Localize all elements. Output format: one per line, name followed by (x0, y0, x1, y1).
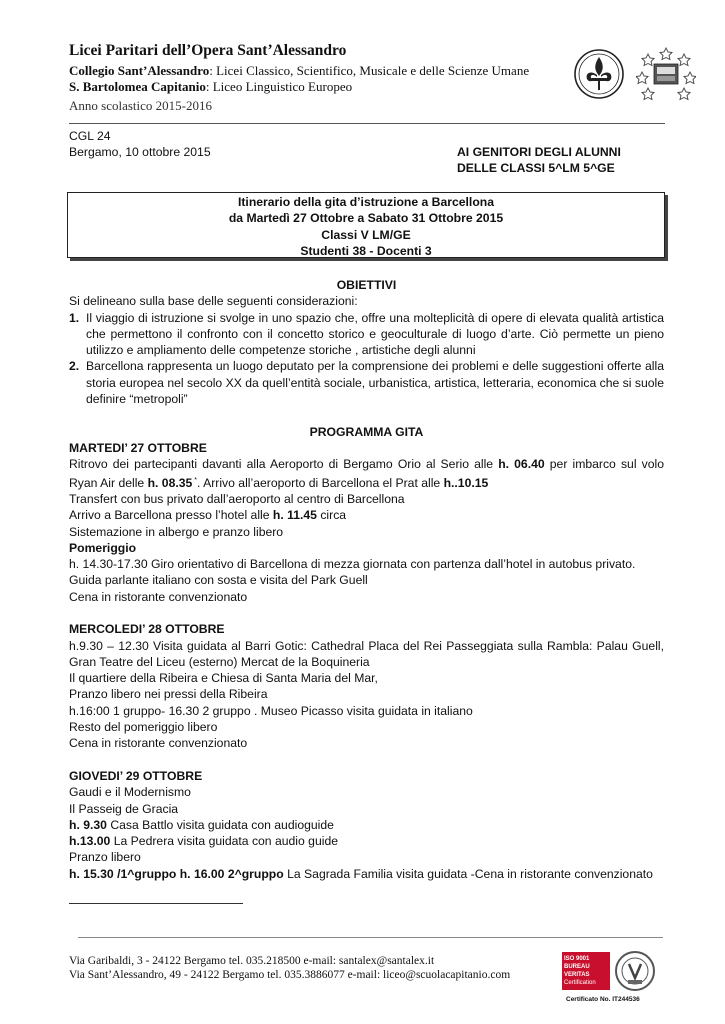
bureau-veritas-label (562, 952, 610, 990)
day-2-title: MERCOLEDI’ 28 OTTOBRE (69, 622, 225, 637)
time-bold: h. 06.40 (498, 457, 545, 472)
day-1-line-meeting (69, 456, 664, 491)
text-segment: per imbarco sul volo Ryan Air delle (69, 457, 664, 490)
footer-address-garibaldi: Via Garibaldi, 3 - 24122 Bergamo tel. 035.218500 e-mail: santalex@santalex.it (69, 955, 435, 967)
day-2-line-lunch: Pranzo libero nei pressi della Ribeira (69, 687, 268, 702)
time-bold: h. 15.30 /1^gruppo h. 16.00 2^gruppo (69, 866, 284, 881)
objective-text: Barcellona rappresenta un luogo deputato per la comprensione dei problemi e delle suggestioni offerte alla storia europea nel secolo XX da quell’entità sociale, urbanistica, artistica, letteraria, economica che si suole definire “metropoli” (86, 359, 664, 407)
footnote-marker: * (194, 476, 197, 484)
footer-address-santalessandro: Via Sant’Alessandro, 49 - 24122 Bergamo tel. 035.3886077 e-mail: liceo@scuolacapitanio.com (69, 969, 511, 981)
footer-divider (78, 937, 663, 938)
footnote-separator (69, 903, 243, 904)
objective-text: Il viaggio di istruzione si svolge in uno spazio che, offre una molteplicità di opere di elevata qualità artistica che permettono il confronto con il concetto storico e geoculturale di luogo d’arte. Ciò permette un pieno utilizzo e ampliamento delle competenze storiche , artistiche degli alunni (86, 310, 664, 358)
text-segment: La Pedrera visita guidata con audio guide (110, 834, 339, 849)
day-3-line-sagrada (69, 866, 664, 882)
objectives-intro: Si delineano sulla base delle seguenti considerazioni: (69, 294, 358, 309)
day-3-line-battlo (69, 817, 664, 833)
day-3-title: GIOVEDI’ 29 OTTOBRE (69, 768, 203, 783)
document-body (69, 277, 664, 882)
time-bold: h..10.15 (443, 475, 489, 490)
objective-item (69, 358, 664, 407)
programme-heading: PROGRAMMA GITA (309, 424, 424, 439)
document-code: CGL 24 (69, 129, 111, 143)
header-line-collegio-bold: Collegio Sant’Alessandro (69, 63, 210, 78)
text-segment: Arrivo a Barcellona presso l’hotel alle (69, 508, 273, 523)
school-year: Anno scolastico 2015-2016 (69, 98, 212, 113)
header-line-collegio (69, 63, 529, 79)
cert-sub: Certification (564, 980, 596, 986)
school-title: Licei Paritari dell’Opera Sant’Alessandro (69, 42, 347, 59)
day-1-line-arrival (69, 507, 664, 523)
day-1-line-transfer: Transfert con bus privato dall’aeroporto al centro di Barcellona (69, 491, 405, 506)
day-1-line-tour: h. 14.30-17.30 Giro orientativo di Barcellona di mezza giornata con partenza dall’hotel in autobus privato. (69, 557, 636, 572)
place-date: Bergamo, 10 ottobre 2015 (69, 145, 211, 159)
certification-badge (562, 950, 662, 1022)
itinerary-participants: Studenti 38 - Docenti 3 (300, 243, 432, 258)
cert-name: BUREAU VERITAS (564, 964, 590, 978)
objective-number: 2. (69, 359, 80, 374)
day-3-line-gaudi: Gaudi e il Modernismo (69, 785, 191, 800)
time-bold: h. 9.30 (69, 817, 107, 832)
day-3-line-passeig: Il Passeig de Gracia (69, 801, 179, 816)
time-bold: h.13.00 (69, 834, 111, 849)
fleur-de-lis-logo-icon (573, 48, 625, 100)
capitanio-stars-logo-icon (636, 44, 696, 104)
header-line-capitanio (69, 79, 352, 95)
text-segment: Casa Battlo visita guidata con audioguide (106, 817, 334, 832)
day-2-line-free: Resto del pomeriggio libero (69, 720, 218, 735)
itinerary-title: Itinerario della gita d’istruzione a Barcellona (237, 195, 494, 209)
cert-iso: ISO 9001 (564, 956, 590, 962)
itinerary-dates: da Martedì 27 Ottobre a Sabato 31 Ottobre 2015 (228, 211, 504, 226)
recipient-line-2: DELLE CLASSI 5^LM 5^GE (457, 161, 615, 175)
day-2-line-dinner: Cena in ristorante convenzionato (69, 736, 248, 751)
day-1-line-hotel: Sistemazione in albergo e pranzo libero (69, 524, 284, 539)
certificate-number: Certificato No. IT244536 (566, 996, 640, 1003)
text-segment: circa (316, 508, 347, 523)
objectives-heading: OBIETTIVI (336, 278, 397, 292)
day-3-line-pedrera (69, 833, 664, 849)
text-segment: . Arrivo all’aeroporto di Barcellona el Prat alle (197, 475, 444, 490)
objective-item (69, 310, 664, 359)
header-line-collegio-rest: : Licei Classico, Scientifico, Musicale e delle Scienze Umane (209, 63, 530, 78)
bureau-veritas-seal-icon (612, 950, 658, 992)
day-1-title: MARTEDI’ 27 OTTOBRE (69, 440, 207, 455)
day-2-line-gotic: h.9.30 – 12.30 Visita guidata al Barri Gotic: Cathedral Placa del Rei Passeggiata sulla Rambla: Palau Guell, Gran Teatre del Liceu (esterno) Mercat de la Boquineria (69, 638, 664, 669)
footer-addresses (69, 954, 510, 982)
itinerary-classes: Classi V LM/GE (321, 227, 411, 242)
day-2-line-ribeira: Il quartiere della Ribeira e Chiesa di Santa Maria del Mar, (69, 671, 378, 686)
header-divider (69, 123, 665, 124)
header-line-capitanio-bold: S. Bartolomea Capitanio (69, 79, 206, 94)
text-segment: Ritrovo dei partecipanti davanti alla Aeroporto di Bergamo Orio al Serio alle (69, 457, 499, 472)
day-1-afternoon-heading: Pomeriggio (69, 540, 137, 555)
recipient-line-1: AI GENITORI DEGLI ALUNNI (457, 145, 621, 159)
itinerary-title-box (67, 192, 665, 258)
header-line-capitanio-rest: : Liceo Linguistico Europeo (205, 79, 353, 94)
time-bold: h. 08.35 (147, 475, 193, 490)
day-1-line-dinner: Cena in ristorante convenzionato (69, 589, 248, 604)
objective-number: 1. (69, 310, 80, 325)
day-2-line-picasso: h.16:00 1 gruppo- 16.30 2 gruppo . Museo Picasso visita guidata in italiano (69, 703, 473, 718)
time-bold: h. 11.45 (272, 508, 317, 523)
text-segment: La Sagrada Familia visita guidata -Cena in ristorante convenzionato (283, 866, 653, 881)
day-3-line-lunch: Pranzo libero (69, 850, 141, 865)
day-1-line-guide: Guida parlante italiano con sosta e visita del Park Guell (69, 573, 368, 588)
